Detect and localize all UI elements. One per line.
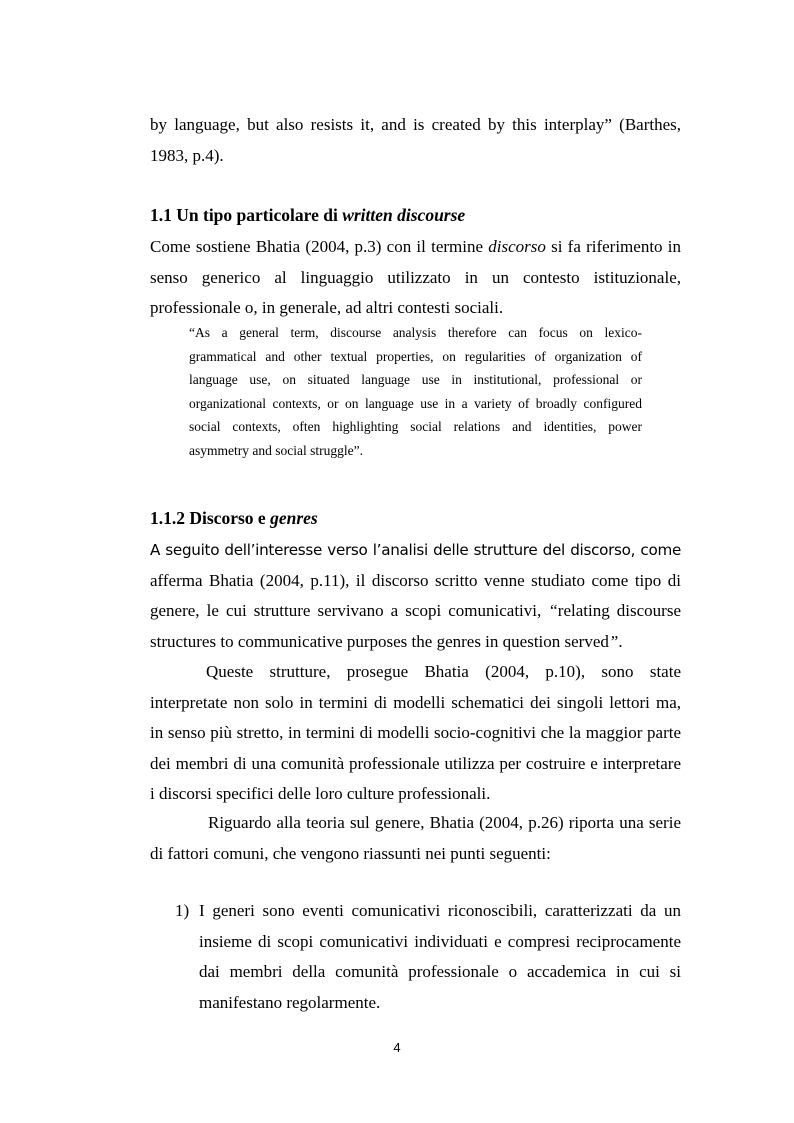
heading-1-1-italic: written discourse <box>342 205 466 225</box>
s112-p1-line-3-italic: “ <box>548 601 558 620</box>
list-item-number: 1) <box>175 901 190 920</box>
s112-p1-line-4-pre: structures to communicative purposes the genres in question served <box>150 631 609 651</box>
s112-p1-line-4-italic: ” <box>608 631 619 651</box>
s112-p3-line-1: Riguardo alla teoria sul genere, Bhatia (2004, p.26) riporta una serie <box>208 813 681 832</box>
s112-p1-line-3 <box>150 596 681 627</box>
s112-p1-line-2: afferma Bhatia (2004, p.11), il discorso scritto venne studiato come tipo di <box>150 570 681 590</box>
s11-line-1-post: si fa riferimento in <box>545 237 681 256</box>
heading-1-1-plain: 1.1 Un tipo particolare di <box>150 205 343 225</box>
intro-line-2: 1983, p.4). <box>150 145 224 165</box>
page-number: 4 <box>393 1040 401 1055</box>
block-quote <box>189 321 642 463</box>
section-1-1-2-paragraph-2 <box>150 657 681 810</box>
quote-line-5: social contexts, often highlighting social relations and identities, power <box>189 419 642 435</box>
section-heading-1-1 <box>150 205 465 226</box>
s112-p1-line-1: A seguito dell’interesse verso l’analisi delle strutture del discorso, come <box>150 541 681 559</box>
s112-p2-line-1: Queste strutture, prosegue Bhatia (2004, p.10), sono state <box>206 662 681 681</box>
section-1-1-paragraph <box>150 232 681 324</box>
list-item-line-2: insieme di scopi comunicativi individuati e compresi reciprocamente <box>199 931 681 951</box>
s112-p2-line-4: dei membri di una comunità professionale utilizza per costruire e interpretare <box>150 753 681 773</box>
section-1-1-2-paragraph-3 <box>150 808 681 869</box>
quote-line-2: grammatical and other textual properties, on regularities of organization of <box>189 348 642 364</box>
s11-line-3: professionale o, in generale, ad altri contesti sociali. <box>150 298 504 317</box>
quote-line-1: “As a general term, discourse analysis therefore can focus on lexico- <box>189 325 642 340</box>
list-item-line-4: manifestano regolarmente. <box>199 992 381 1012</box>
list-item-body <box>199 896 681 1018</box>
heading-1-1-2-italic: genres <box>270 508 318 528</box>
list-item-line-1: I generi sono eventi comunicativi riconoscibili, caratterizzati da un <box>199 901 681 920</box>
s112-p2-line-5: i discorsi specifici delle loro culture professionali. <box>150 784 491 803</box>
s11-line-1-italic: discorso <box>488 237 546 256</box>
section-1-1-2-paragraph-1 <box>150 535 681 657</box>
s112-p1-line-3-post: relating discourse <box>557 601 681 620</box>
s112-p1-line-3-pre: genere, le cui strutture servivano a scopi comunicativi, <box>150 601 549 620</box>
s11-line-1 <box>150 232 681 263</box>
s112-p1-line-4 <box>150 627 681 658</box>
intro-line-1: by language, but also resists it, and is created by this interplay” (Barthes, <box>150 115 681 134</box>
quote-line-6: asymmetry and social struggle”. <box>189 442 363 458</box>
quote-line-4: organizational contexts, or on language use in a variety of broadly configured <box>189 395 642 411</box>
heading-1-1-2-plain: 1.1.2 Discorso e <box>150 508 271 528</box>
s11-line-1-pre: Come sostiene Bhatia (2004, p.3) con il termine <box>150 237 489 256</box>
s112-p1-line-4-post: . <box>618 631 623 651</box>
quote-line-3: language use, on situated language use in institutional, professional or <box>189 372 642 388</box>
intro-paragraph <box>150 110 681 171</box>
s112-p2-line-3: in senso più stretto, in termini di modelli socio-cognitivi che la maggior parte <box>150 723 681 742</box>
list-item-line-3: dai membri della comunità professionale o accademica in cui si <box>199 962 681 981</box>
s112-p2-line-2: interpretate non solo in termini di modelli schematici dei singoli lettori ma, <box>150 692 681 712</box>
section-heading-1-1-2 <box>150 508 318 529</box>
s11-line-2: senso generico al linguaggio utilizzato in un contesto istituzionale, <box>150 267 681 287</box>
s112-p3-line-2: di fattori comuni, che vengono riassunti nei punti seguenti: <box>150 843 551 863</box>
